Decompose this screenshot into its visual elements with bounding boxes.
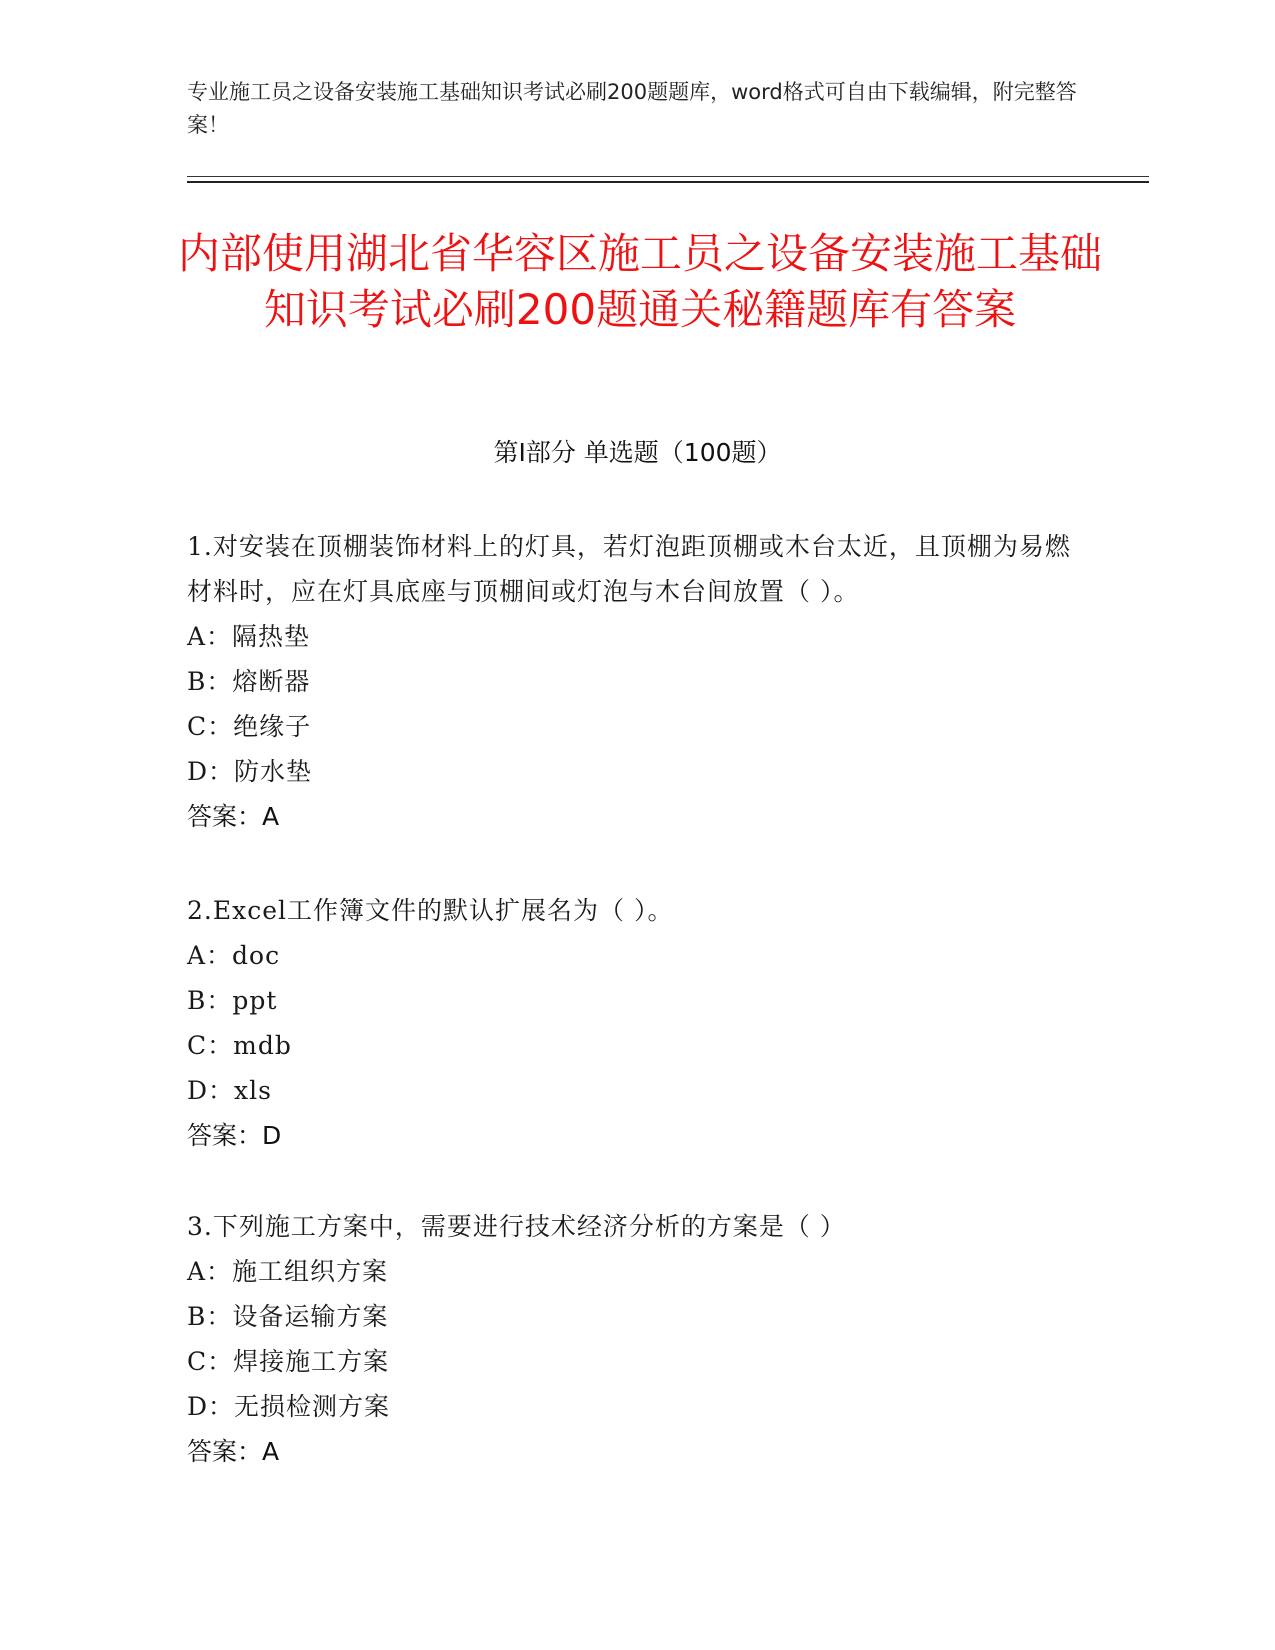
option-a: A：施工组织方案 — [187, 1257, 389, 1286]
option-b: B：设备运输方案 — [187, 1302, 389, 1331]
option-a: A：隔热垫 — [187, 622, 311, 651]
question-2 — [187, 888, 1087, 1158]
header-note: 专业施工员之设备安装施工基础知识考试必刷200题题库，word格式可自由下载编辑，附完整答案！ — [187, 80, 1077, 137]
option-b: B：熔断器 — [187, 667, 311, 696]
option-c: C：焊接施工方案 — [187, 1347, 390, 1376]
option-d: D：无损检测方案 — [187, 1392, 391, 1421]
option-c: C：mdb — [187, 1031, 292, 1060]
option-c: C：绝缘子 — [187, 712, 312, 741]
section-title: 第Ⅰ部分 单选题（100题） — [493, 438, 782, 467]
question-3 — [187, 1204, 1087, 1474]
document-title: 内部使用湖北省华容区施工员之设备安装施工基础知识考试必刷200题通关秘籍题库有答案 — [177, 229, 1102, 334]
question-stem: 3.下列施工方案中，需要进行技术经济分析的方案是（ ） — [187, 1212, 846, 1241]
answer: 答案：A — [187, 1437, 280, 1466]
question-1 — [187, 524, 1087, 839]
header-divider-thick — [187, 181, 1149, 183]
option-b: B：ppt — [187, 986, 278, 1015]
option-a: A：doc — [187, 941, 281, 970]
option-d: D：xls — [187, 1076, 272, 1105]
answer: 答案：D — [187, 1121, 282, 1150]
question-stem: 1.对安装在顶棚装饰材料上的灯具，若灯泡距顶棚或木台太近，且顶棚为易燃材料时，应在灯具底座与顶棚间或灯泡与木台间放置（ ）。 — [187, 532, 1071, 606]
answer: 答案：A — [187, 802, 280, 831]
option-d: D：防水垫 — [187, 757, 313, 786]
question-stem: 2.Excel工作簿文件的默认扩展名为（ ）。 — [187, 896, 674, 925]
header-divider-thin — [187, 176, 1149, 177]
